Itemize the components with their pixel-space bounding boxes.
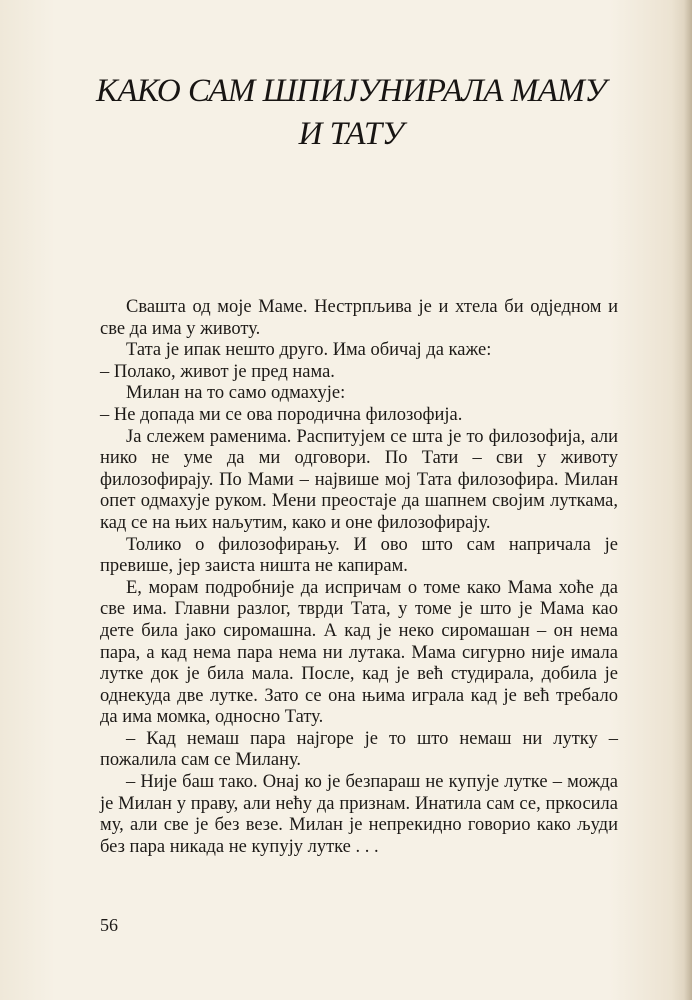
- paragraph: Свашта од моје Маме. Нестрпљива је и хтела би одједном и све да има у животу.: [100, 297, 618, 339]
- paragraph: – Полако, живот је пред нама.: [100, 361, 335, 382]
- paragraph: – Није баш тако. Онај ко је безпараш не купује лутке – можда је Милан у праву, али нећу да признам. Инатила сам се, пркосила му, али све је без везе. Милан је непрекидно говорио како људи без пара никада не купују лутке . . .: [100, 772, 618, 857]
- paragraph: Е, морам подробније да испричам о томе како Мама хоће да све има. Главни разлог, тврди Тата, у томе је што је Мама као дете била јако сиромашна. А кад је неко сиромашан – он нема пара, а кад нема пара нема ни лутака. Мама сигурно није имала лутке док је била мала. После, кад је већ студирала, добила је однекуда две лутке. Зато се она њима играла кад је већ требало да има момка, односно Тату.: [100, 577, 618, 728]
- paragraph: – Кад немаш пара најгоре је то што немаш ни лутку – пожалила сам се Милану.: [100, 728, 618, 771]
- chapter-title-line-1: КАКО САМ ШПИЈУНИРАЛА МАМУ: [95, 73, 607, 109]
- paragraph: Толико о филозофирању. И ово што сам напричала је превише, јер заиста ништа не капирам.: [100, 534, 618, 577]
- chapter-title-line-2: И ТАТУ: [298, 116, 404, 152]
- paragraph: Милан на то само одмахује:: [126, 383, 346, 404]
- chapter-title: [0, 70, 692, 156]
- page-edge-shadow: [684, 0, 692, 1000]
- body-text: [100, 297, 618, 858]
- page-number: 56: [100, 915, 118, 935]
- paragraph: – Не допада ми се ова породична филозофија.: [100, 404, 463, 425]
- paragraph: Тата је ипак нешто друго. Има обичај да каже:: [126, 340, 492, 361]
- paragraph: Ја слежем раменима. Распитујем се шта је то филозофија, али нико не уме да ми одговори. По Тати – сви у животу филозофирају. По Мами – највише мој Тата филозофира. Милан опет одмахује руком. Мени преостаје да шапнем својим луткама, кад се на њих наљутим, како и оне филозофирају.: [100, 426, 618, 533]
